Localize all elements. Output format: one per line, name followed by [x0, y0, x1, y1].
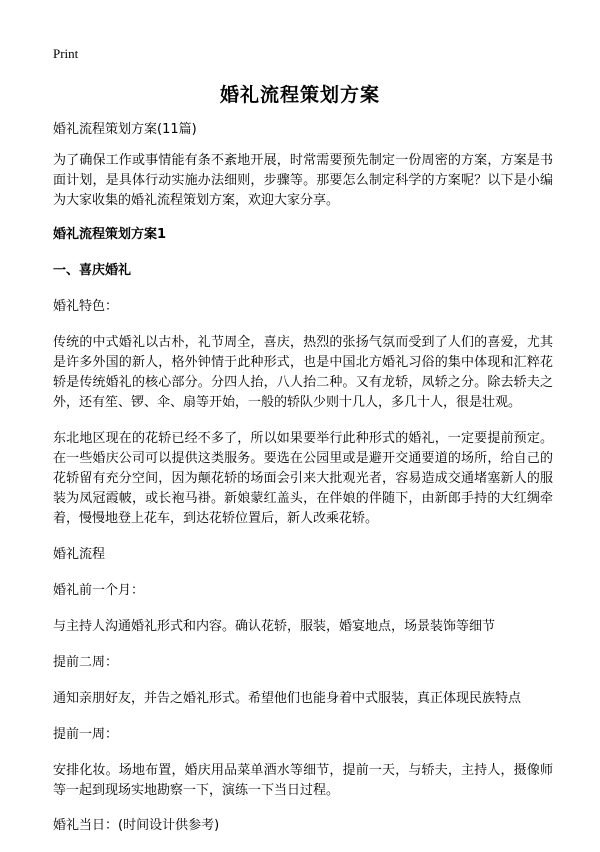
palanquin-paragraph: 东北地区现在的花轿已经不多了，所以如果要举行此种形式的婚礼，一定要提前预定。在一些婚庆公司可以提供这类服务。要选在公园里或是避开交通要道的场所，给自己的花轿留有充分空间，因为颠花轿的场面会引来大批观光者，容易造成交通堵塞新人的服装为凤冠霞帔，或长袍马褂。新娘蒙红盖头，在伴娘的伴随下，由新郎手持的大红绸牵着，慢慢地登上花车，到达花轿位置后，新人改乘花轿。: [53, 431, 553, 526]
page-title: 婚礼流程策划方案: [219, 84, 380, 106]
intro-paragraph: 为了确保工作或事情能有条不紊地开展，时常需要预先制定一份周密的方案，方案是书面计划，是具体行动实施办法细则，步骤等。那要怎么制定科学的方案呢？以下是小编为大家收集的婚礼流程策划方案，欢迎大家分享。: [53, 153, 553, 208]
month-before-text: 与主持人沟通婚礼形式和内容。确认花轿，服装，婚宴地点，场景装饰等细节: [53, 619, 496, 634]
features-paragraph: 传统的中式婚礼以古朴，礼节周全，喜庆，热烈的张扬气氛而受到了人们的喜爱，尤其是许多外国的新人，格外钟情于此种形式，也是中国北方婚礼习俗的集中体现和汇粹花轿是传统婚礼的核心部分。分四人抬，八人抬二种。又有龙轿，凤轿之分。除去轿夫之外，还有笙、锣、伞、扇等开始，一般的轿队少则十几人，多几十人，很是壮观。: [53, 335, 553, 410]
section-title: 婚礼流程策划方案1: [53, 227, 167, 242]
wedding-day-label: 婚礼当日：(时间设计供参考): [53, 818, 220, 833]
two-weeks-label: 提前二周：: [53, 655, 119, 670]
features-label: 婚礼特色：: [53, 299, 119, 314]
two-weeks-text: 通知亲朋好友，并告之婚礼形式。希望他们也能身着中式服装，真正体现民族特点: [53, 691, 522, 706]
one-week-label: 提前一周：: [53, 727, 119, 742]
document-content: [53, 120, 553, 852]
process-label: 婚礼流程: [53, 547, 106, 562]
document-subtitle: 婚礼流程策划方案(11篇): [53, 122, 197, 137]
one-week-text: 安排化妆。场地布置，婚庆用品菜单酒水等细节，提前一天，与轿夫，主持人，摄像师等一起到现场实地勘察一下，演练一下当日过程。: [53, 763, 553, 798]
month-before-label: 婚礼前一个月：: [53, 583, 145, 598]
print-link[interactable]: Print: [53, 46, 79, 61]
section-heading: 一、喜庆婚礼: [53, 263, 132, 278]
